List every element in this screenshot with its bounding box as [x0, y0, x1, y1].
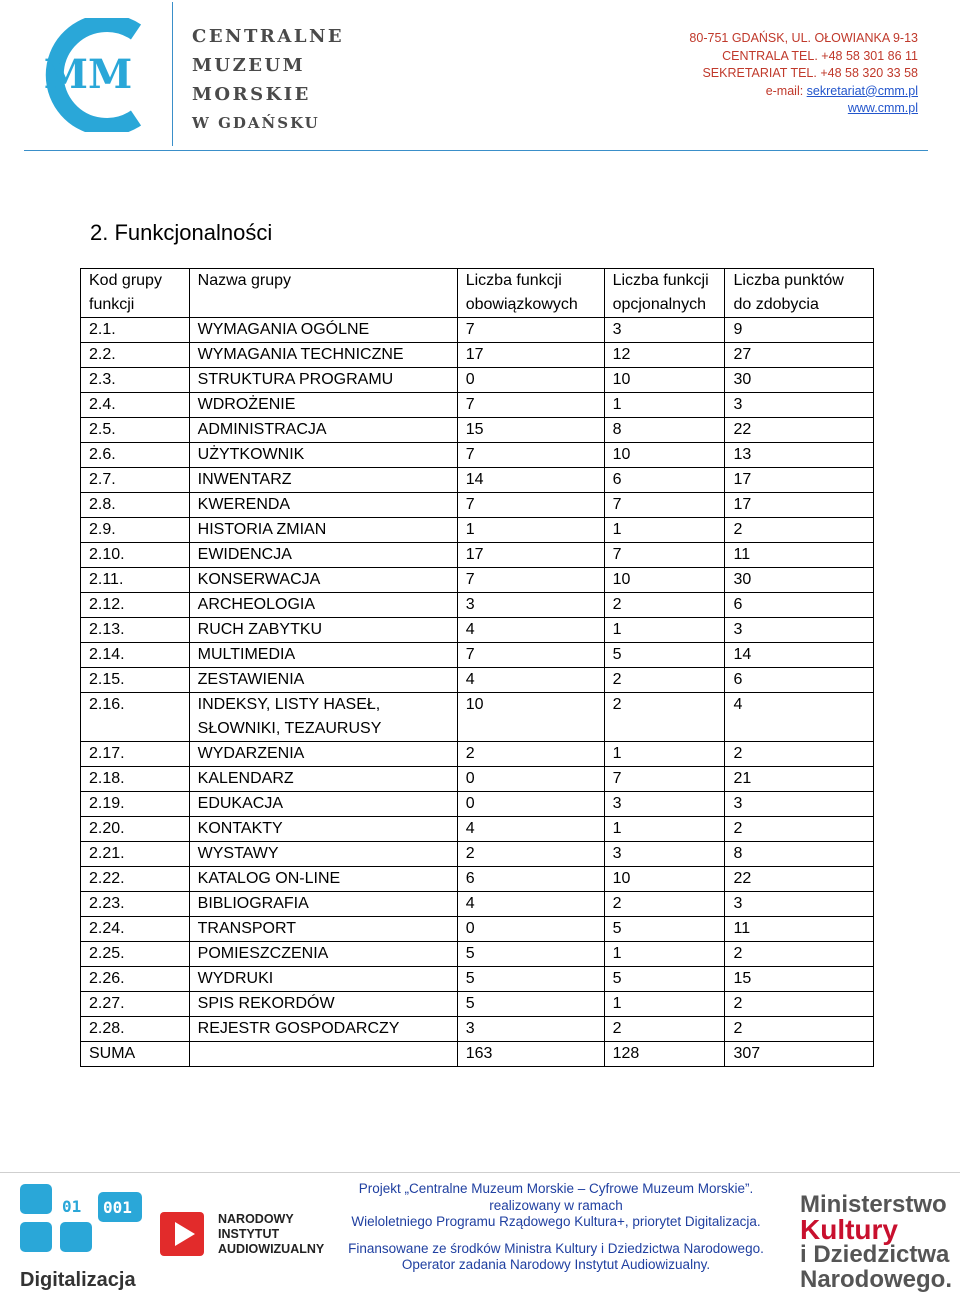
address: 80-751 GDAŃSK, UL. OŁOWIANKA 9-13	[689, 31, 918, 45]
cell-group-name: HISTORIA ZMIAN	[189, 518, 457, 543]
logo-line-4: W GDAŃSKU	[192, 114, 320, 132]
cell-optional: 2	[604, 593, 725, 618]
svg-text:001: 001	[103, 1198, 132, 1217]
page-header	[0, 0, 960, 150]
cell-mandatory: 7	[457, 443, 604, 468]
cell-points: 17	[725, 468, 874, 493]
table-row	[81, 792, 874, 817]
cell-mandatory: 6	[457, 867, 604, 892]
header-optional: Liczba funkcji opcjonalnych	[604, 269, 725, 318]
cell-optional: 3	[604, 792, 725, 817]
cell-points: 2	[725, 742, 874, 767]
cell-group-name: POMIESZCZENIA	[189, 942, 457, 967]
table-row	[81, 593, 874, 618]
table-total-row	[81, 1042, 874, 1067]
cell-code: 2.15.	[81, 668, 190, 693]
cell-group-name: KWERENDA	[189, 493, 457, 518]
cell-points: 13	[725, 443, 874, 468]
cell-points: 21	[725, 767, 874, 792]
contact-block	[689, 30, 918, 118]
digitalizacja-logo-icon	[18, 1182, 148, 1292]
cell-points: 307	[725, 1042, 874, 1067]
cell-code: 2.21.	[81, 842, 190, 867]
cell-group-name: MULTIMEDIA	[189, 643, 457, 668]
cell-mandatory: 3	[457, 593, 604, 618]
cell-code: 2.1.	[81, 318, 190, 343]
cell-mandatory: 2	[457, 742, 604, 767]
cmm-logo-icon	[36, 18, 148, 132]
table-row	[81, 443, 874, 468]
header-group-name: Nazwa grupy	[189, 269, 457, 318]
cell-code: 2.27.	[81, 992, 190, 1017]
project-line-2: realizowany w ramach	[489, 1197, 623, 1213]
cell-code: 2.22.	[81, 867, 190, 892]
cell-code: 2.11.	[81, 568, 190, 593]
cell-group-name: WYMAGANIA TECHNICZNE	[189, 343, 457, 368]
cell-mandatory: 5	[457, 942, 604, 967]
table-row	[81, 767, 874, 792]
email-link[interactable]: sekretariat@cmm.pl	[806, 83, 918, 98]
cell-group-name: STRUKTURA PROGRAMU	[189, 368, 457, 393]
cell-code: 2.2.	[81, 343, 190, 368]
cell-points: 4	[725, 693, 874, 742]
cell-group-name: KATALOG ON-LINE	[189, 867, 457, 892]
cell-mandatory: 0	[457, 917, 604, 942]
cell-mandatory: 2	[457, 842, 604, 867]
cell-optional: 1	[604, 393, 725, 418]
cell-code: 2.14.	[81, 643, 190, 668]
cell-optional: 5	[604, 917, 725, 942]
cell-points: 3	[725, 892, 874, 917]
cell-points: 14	[725, 643, 874, 668]
cell-code: 2.13.	[81, 618, 190, 643]
functionality-table	[80, 268, 874, 1067]
cell-optional: 1	[604, 518, 725, 543]
cell-group-name: WYDARZENIA	[189, 742, 457, 767]
cell-group-name: ARCHEOLOGIA	[189, 593, 457, 618]
cell-group-name: KONTAKTY	[189, 817, 457, 842]
project-line-1: Projekt „Centralne Muzeum Morskie – Cyfrowe Muzeum Morskie”.	[358, 1181, 754, 1196]
table-row	[81, 393, 874, 418]
cell-points: 8	[725, 842, 874, 867]
table-row	[81, 842, 874, 867]
logo-line-1: CENTRALNE	[192, 26, 345, 47]
cell-mandatory: 7	[457, 393, 604, 418]
cell-mandatory: 0	[457, 792, 604, 817]
cell-points: 2	[725, 817, 874, 842]
project-line-4: Finansowane ze środków Ministra Kultury i Dziedzictwa Narodowego.	[348, 1240, 764, 1256]
cell-group-name: WYMAGANIA OGÓLNE	[189, 318, 457, 343]
cell-mandatory: 5	[457, 967, 604, 992]
cell-code: 2.26.	[81, 967, 190, 992]
cell-optional: 3	[604, 842, 725, 867]
cell-group-name: WYSTAWY	[189, 842, 457, 867]
cell-mandatory: 15	[457, 418, 604, 443]
museum-name-logo	[192, 22, 344, 138]
header-rule	[24, 150, 928, 151]
header-points: Liczba punktów do zdobycia	[725, 269, 874, 318]
table-row	[81, 418, 874, 443]
cell-points: 9	[725, 318, 874, 343]
cell-optional: 12	[604, 343, 725, 368]
cell-mandatory: 5	[457, 992, 604, 1017]
cell-code: 2.17.	[81, 742, 190, 767]
cell-points: 2	[725, 518, 874, 543]
cell-mandatory: 7	[457, 643, 604, 668]
cell-points: 2	[725, 942, 874, 967]
logo-initials: MM	[43, 51, 133, 98]
cell-group-name: WDROŻENIE	[189, 393, 457, 418]
cell-optional: 128	[604, 1042, 725, 1067]
table-row	[81, 493, 874, 518]
cell-optional: 1	[604, 742, 725, 767]
cell-group-name: KONSERWACJA	[189, 568, 457, 593]
cell-points: 2	[725, 992, 874, 1017]
cell-optional: 7	[604, 767, 725, 792]
cell-points: 15	[725, 967, 874, 992]
cell-optional: 7	[604, 543, 725, 568]
cell-code: 2.3.	[81, 368, 190, 393]
project-line-5: Operator zadania Narodowy Instytut Audiowizualny.	[401, 1257, 711, 1272]
cell-group-name: KALENDARZ	[189, 767, 457, 792]
svg-text:01: 01	[62, 1197, 82, 1216]
cell-code: 2.5.	[81, 418, 190, 443]
cell-points: 3	[725, 792, 874, 817]
cell-points: 27	[725, 343, 874, 368]
cell-code: 2.24.	[81, 917, 190, 942]
cell-mandatory: 4	[457, 817, 604, 842]
cell-points: 6	[725, 593, 874, 618]
cell-optional: 2	[604, 892, 725, 917]
cell-code: 2.7.	[81, 468, 190, 493]
footer-rule	[0, 1172, 960, 1173]
cell-code: 2.23.	[81, 892, 190, 917]
cell-group-name	[189, 1042, 457, 1067]
header-code: Kod grupy funkcji	[81, 269, 190, 318]
table-row	[81, 892, 874, 917]
cell-points: 2	[725, 1017, 874, 1042]
cell-mandatory: 4	[457, 668, 604, 693]
table-row	[81, 917, 874, 942]
table-row	[81, 668, 874, 693]
cell-mandatory: 3	[457, 1017, 604, 1042]
central-phone: CENTRALA TEL. +48 58 301 86 11	[722, 48, 918, 63]
cell-mandatory: 17	[457, 343, 604, 368]
cell-code: 2.18.	[81, 767, 190, 792]
cell-code: 2.8.	[81, 493, 190, 518]
cell-code: SUMA	[81, 1042, 190, 1067]
email-line: e-mail: sekretariat@cmm.pl	[765, 83, 918, 98]
cell-optional: 8	[604, 418, 725, 443]
table-header-row	[81, 269, 874, 318]
cell-points: 22	[725, 418, 874, 443]
cell-code: 2.12.	[81, 593, 190, 618]
cell-mandatory: 0	[457, 767, 604, 792]
cell-optional: 5	[604, 967, 725, 992]
cell-group-name: UŻYTKOWNIK	[189, 443, 457, 468]
cell-optional: 10	[604, 867, 725, 892]
cell-group-name: ADMINISTRACJA	[189, 418, 457, 443]
cell-optional: 2	[604, 693, 725, 742]
table-row	[81, 693, 874, 742]
cell-group-name: BIBLIOGRAFIA	[189, 892, 457, 917]
cell-optional: 7	[604, 493, 725, 518]
cell-group-name: TRANSPORT	[189, 917, 457, 942]
cell-code: 2.25.	[81, 942, 190, 967]
cell-points: 22	[725, 867, 874, 892]
table-row	[81, 618, 874, 643]
logo-line-2: MUZEUM	[192, 55, 306, 76]
cell-code: 2.9.	[81, 518, 190, 543]
header-mandatory: Liczba funkcji obowiązkowych	[457, 269, 604, 318]
cell-group-name: EDUKACJA	[189, 792, 457, 817]
nina-name: NARODOWY INSTYTUT AUDIOWIZUALNY	[218, 1212, 325, 1256]
table-row	[81, 942, 874, 967]
cell-mandatory: 4	[457, 618, 604, 643]
section-title: 2. Funkcjonalności	[90, 220, 273, 245]
cell-mandatory: 0	[457, 368, 604, 393]
cell-optional: 10	[604, 443, 725, 468]
cell-group-name: SPIS REKORDÓW	[189, 992, 457, 1017]
cell-group-name: EWIDENCJA	[189, 543, 457, 568]
cell-optional: 1	[604, 618, 725, 643]
cell-group-name: ZESTAWIENIA	[189, 668, 457, 693]
table-row	[81, 867, 874, 892]
cell-group-name: INWENTARZ	[189, 468, 457, 493]
cell-code: 2.20.	[81, 817, 190, 842]
header-divider	[172, 2, 173, 146]
nina-logo	[160, 1210, 330, 1260]
digitalizacja-label: Digitalizacja	[20, 1269, 136, 1291]
cell-optional: 10	[604, 568, 725, 593]
project-info	[332, 1181, 780, 1274]
cell-code: 2.19.	[81, 792, 190, 817]
cell-group-name: RUCH ZABYTKU	[189, 618, 457, 643]
cell-mandatory: 17	[457, 543, 604, 568]
secretariat-phone: SEKRETARIAT TEL. +48 58 320 33 58	[702, 66, 918, 80]
cell-code: 2.10.	[81, 543, 190, 568]
table-row	[81, 543, 874, 568]
cell-optional: 10	[604, 368, 725, 393]
cell-points: 30	[725, 568, 874, 593]
cell-mandatory: 14	[457, 468, 604, 493]
cell-group-name: WYDRUKI	[189, 967, 457, 992]
cell-optional: 1	[604, 942, 725, 967]
cell-optional: 2	[604, 1017, 725, 1042]
table-row	[81, 343, 874, 368]
cell-points: 3	[725, 618, 874, 643]
cell-mandatory: 10	[457, 693, 604, 742]
table-row	[81, 1017, 874, 1042]
cell-points: 30	[725, 368, 874, 393]
nina-play-icon	[160, 1210, 208, 1258]
cell-points: 17	[725, 493, 874, 518]
cell-points: 6	[725, 668, 874, 693]
table-row	[81, 468, 874, 493]
cell-optional: 6	[604, 468, 725, 493]
cell-optional: 1	[604, 817, 725, 842]
cell-mandatory: 1	[457, 518, 604, 543]
table-row	[81, 568, 874, 593]
table-row	[81, 518, 874, 543]
cell-group-name: REJESTR GOSPODARCZY	[189, 1017, 457, 1042]
cell-mandatory: 7	[457, 318, 604, 343]
cell-mandatory: 7	[457, 493, 604, 518]
cell-code: 2.6.	[81, 443, 190, 468]
table-row	[81, 643, 874, 668]
table-row	[81, 967, 874, 992]
cell-optional: 1	[604, 992, 725, 1017]
cell-points: 11	[725, 917, 874, 942]
table-row	[81, 817, 874, 842]
logo-line-3: MORSKIE	[192, 84, 311, 105]
cell-points: 3	[725, 393, 874, 418]
cell-mandatory: 4	[457, 892, 604, 917]
table-row	[81, 368, 874, 393]
cell-optional: 2	[604, 668, 725, 693]
table-body	[81, 318, 874, 1067]
cell-code: 2.28.	[81, 1017, 190, 1042]
cell-optional: 3	[604, 318, 725, 343]
project-line-3: Wieloletniego Programu Rządowego Kultura+, priorytet Digitalizacja.	[351, 1214, 761, 1229]
website-link[interactable]: www.cmm.pl	[847, 101, 918, 115]
table-row	[81, 742, 874, 767]
cell-optional: 5	[604, 643, 725, 668]
cell-mandatory: 163	[457, 1042, 604, 1067]
cell-code: 2.16.	[81, 693, 190, 742]
ministry-logo: Ministerstwo Kultury i Dziedzictwa Narodowego.	[800, 1191, 953, 1293]
table-row	[81, 992, 874, 1017]
table-row	[81, 318, 874, 343]
cell-mandatory: 7	[457, 568, 604, 593]
cell-points: 11	[725, 543, 874, 568]
cell-code: 2.4.	[81, 393, 190, 418]
cell-group-name: INDEKSY, LISTY HASEŁ, SŁOWNIKI, TEZAURUSY	[189, 693, 457, 742]
